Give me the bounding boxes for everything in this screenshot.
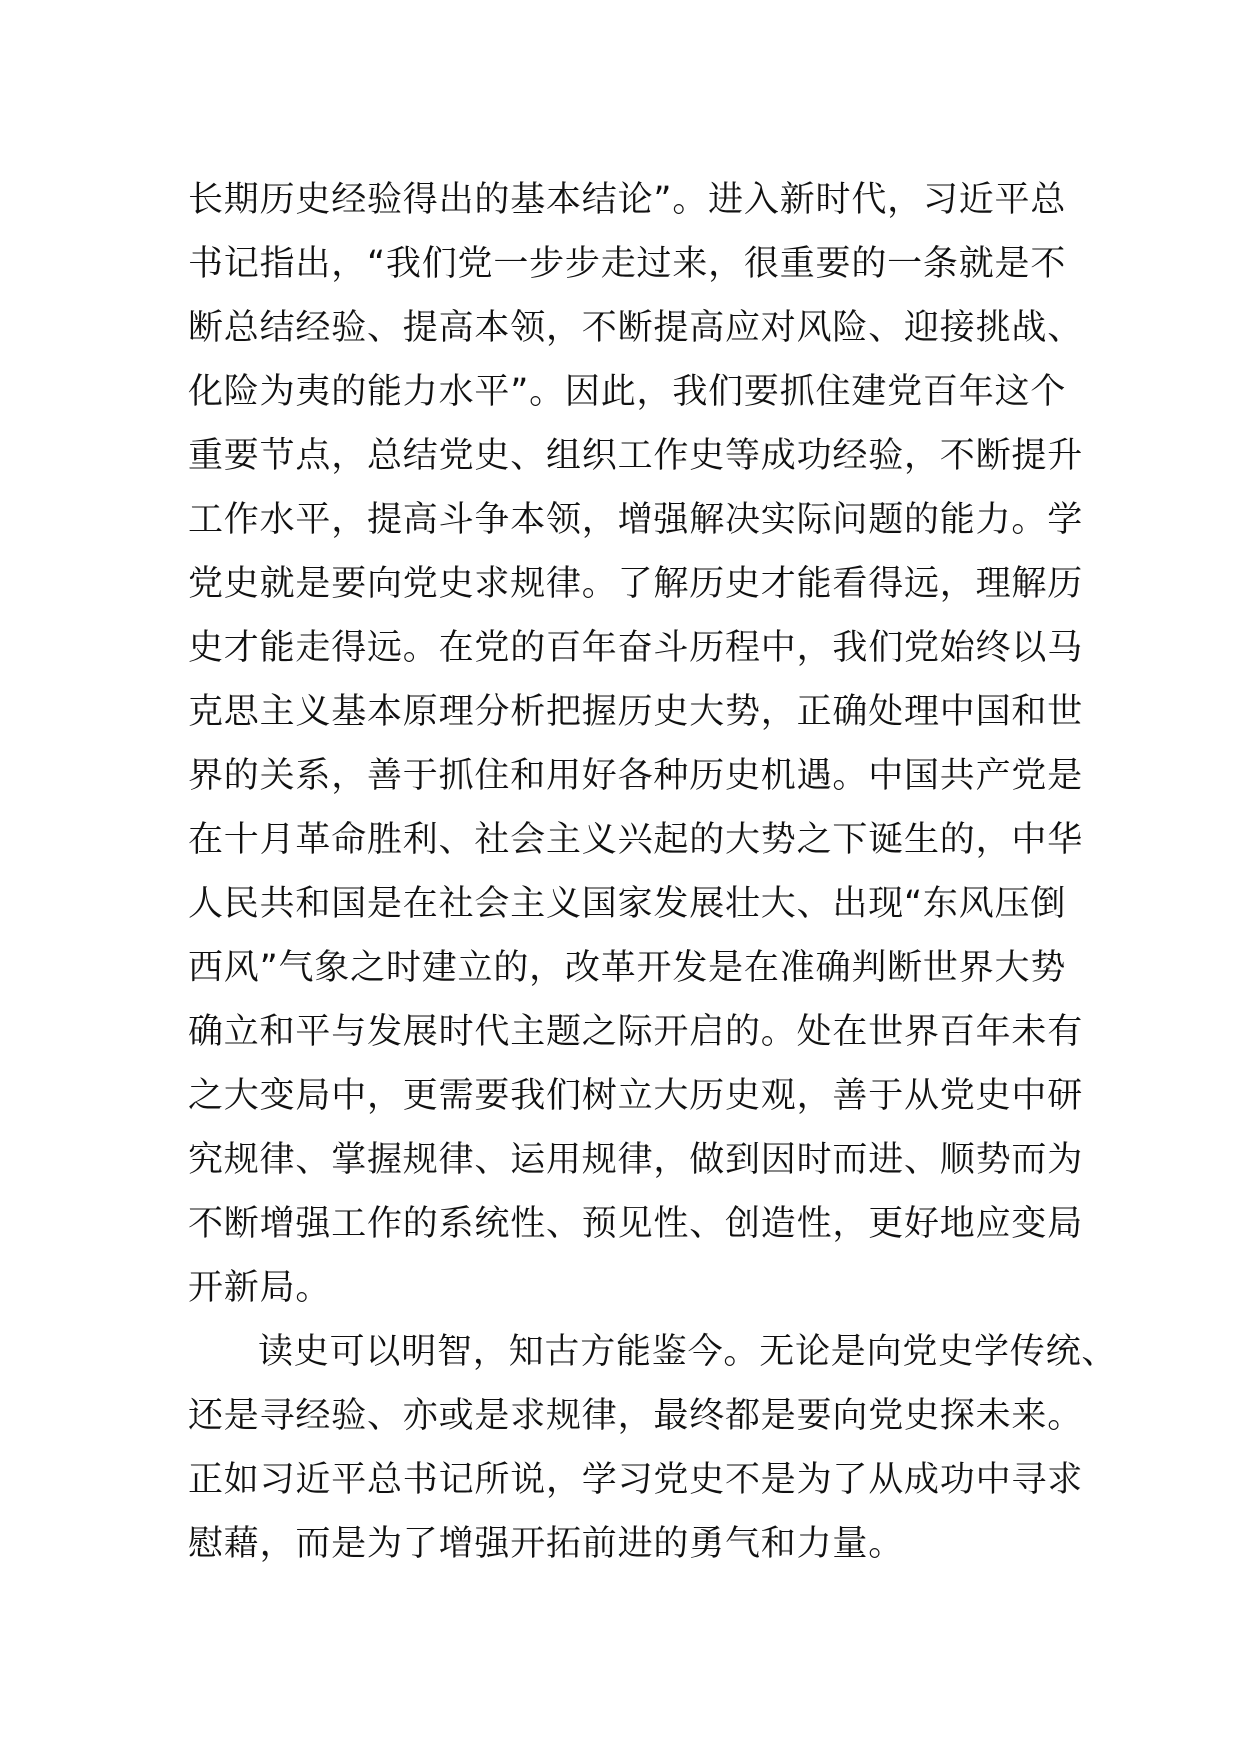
- text-line: 慰藉，而是为了增强开拓前进的勇气和力量。: [188, 1524, 905, 1564]
- text-line: 确立和平与发展时代主题之际开启的。处在世界百年未有: [188, 1012, 1084, 1052]
- text-line: 重要节点，总结党史、组织工作史等成功经验，不断提升: [188, 436, 1084, 476]
- text-line: 西风”气象之时建立的，改革开发是在准确判断世界大势: [188, 948, 1067, 988]
- text-line: 长期历史经验得出的基本结论”。进入新时代，习近平总: [188, 180, 1067, 220]
- text-line: 界的关系，善于抓住和用好各种历史机遇。中国共产党是: [188, 756, 1084, 796]
- text-line: 在十月革命胜利、社会主义兴起的大势之下诞生的，中华: [188, 820, 1084, 860]
- text-line: 正如习近平总书记所说，学习党史不是为了从成功中寻求: [188, 1460, 1084, 1500]
- text-line: 读史可以明智，知古方能鉴今。无论是向党史学传统、: [258, 1332, 1118, 1372]
- text-line: 开新局。: [188, 1268, 332, 1308]
- text-line: 人民共和国是在社会主义国家发展壮大、出现“东风压倒: [188, 884, 1067, 924]
- text-line: 还是寻经验、亦或是求规律，最终都是要向党史探未来。: [188, 1396, 1084, 1436]
- text-line: 断总结经验、提高本领，不断提高应对风险、迎接挑战、: [188, 308, 1084, 348]
- text-line: 究规律、掌握规律、运用规律，做到因时而进、顺势而为: [188, 1140, 1084, 1180]
- text-line: 工作水平，提高斗争本领，增强解决实际问题的能力。学: [188, 500, 1084, 540]
- text-line: 史才能走得远。在党的百年奋斗历程中，我们党始终以马: [188, 628, 1084, 668]
- text-line: 克思主义基本原理分析把握历史大势，正确处理中国和世: [188, 692, 1084, 732]
- text-line: 党史就是要向党史求规律。了解历史才能看得远，理解历: [188, 564, 1084, 604]
- text-line: 化险为夷的能力水平”。因此，我们要抓住建党百年这个: [188, 372, 1067, 412]
- text-line: 书记指出，“我们党一步步走过来，很重要的一条就是不: [188, 244, 1067, 284]
- text-line: 之大变局中，更需要我们树立大历史观，善于从党史中研: [188, 1076, 1084, 1116]
- paragraph-2: [188, 1320, 1118, 1576]
- text-line: 不断增强工作的系统性、预见性、创造性，更好地应变局: [188, 1204, 1084, 1244]
- document-body: [188, 168, 1118, 1576]
- paragraph-1: [188, 168, 1084, 1320]
